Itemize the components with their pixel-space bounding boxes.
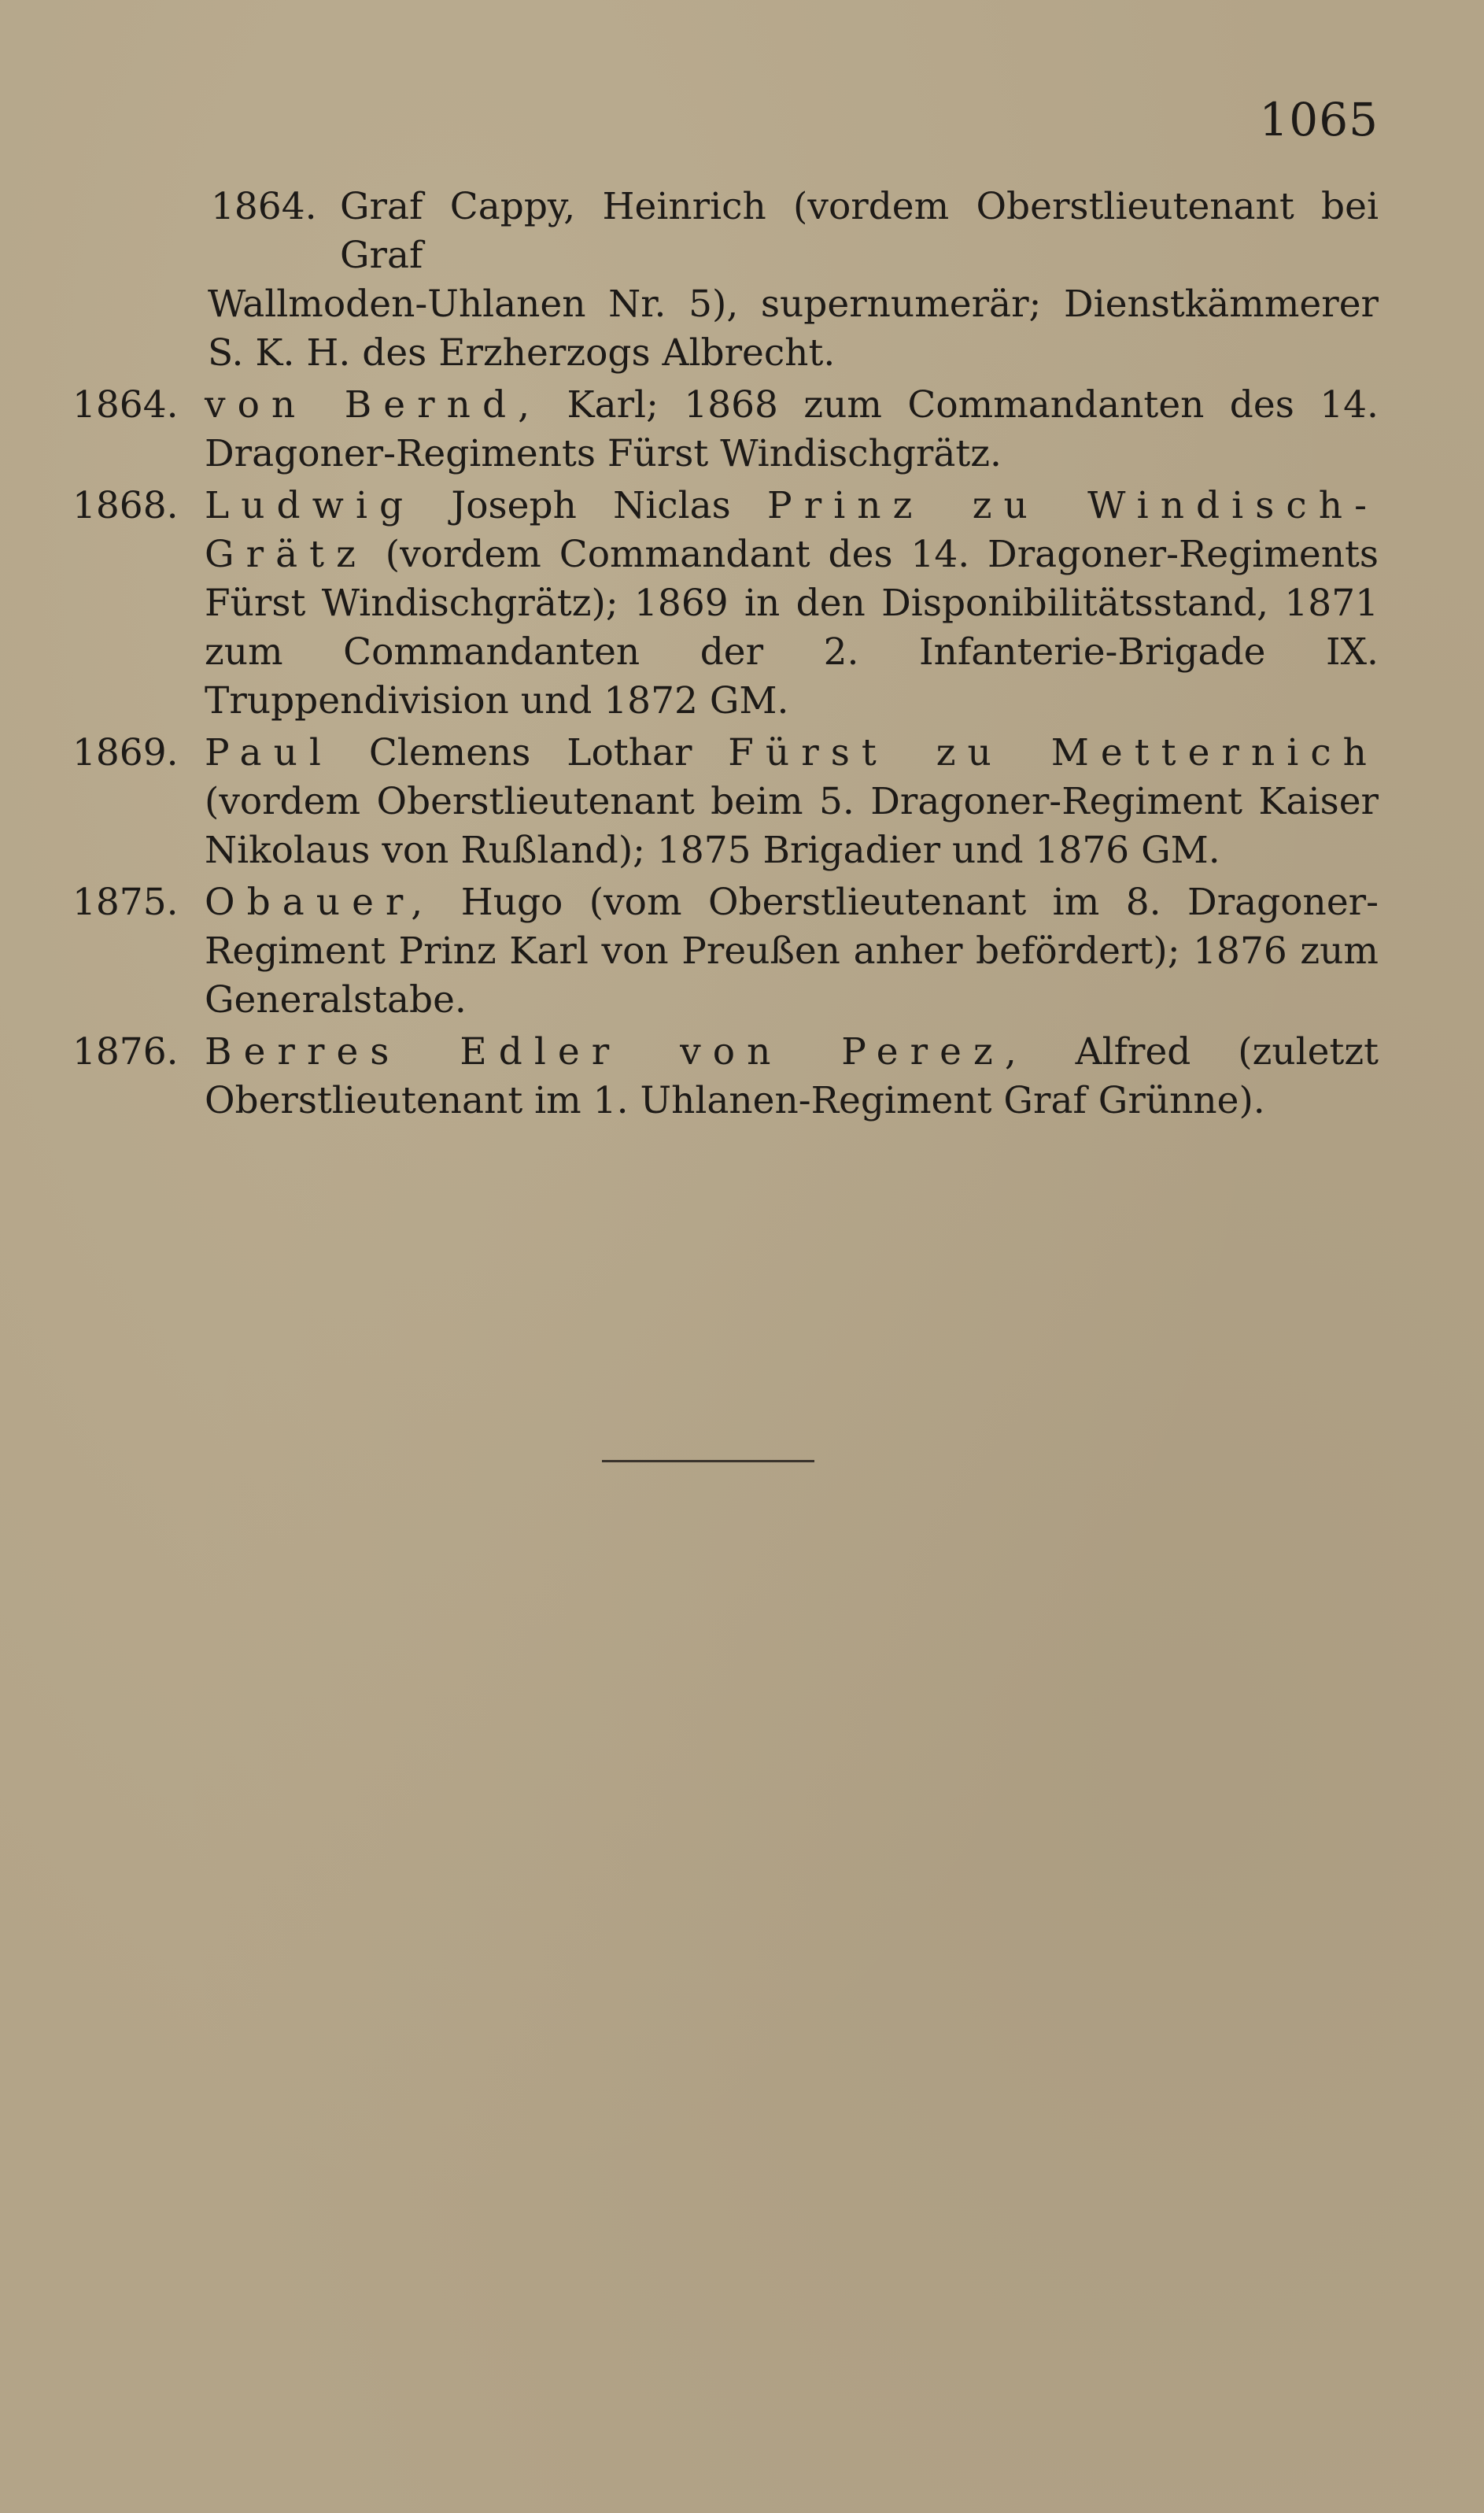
entry-name: von Bernd,: [205, 383, 542, 427]
entry-1864-bernd: [72, 381, 1379, 479]
section-end-rule: [602, 1460, 814, 1462]
entry-1875-obauer: [72, 878, 1379, 1025]
entry-text: (vordem Commandant des 14. Dragoner-Regiments Fürst Windischgrätz); 1869 in den Disponibilitätsstand, 1871 zum Commandanten der 2. Infanterie-Brigade IX. Truppendivision und 1872 GM.: [205, 533, 1379, 722]
entry-name-middle: Joseph Niclas: [415, 484, 768, 527]
entry-name-part1: Ludwig: [205, 484, 415, 527]
entry-text: Karl; 1868 zum Commandanten des 14. Dragoner-Regiments Fürst Windischgrätz.: [205, 383, 1379, 475]
entry-text-rest: Wallmoden-Uhlanen Nr. 5), supernumerär; Dienstkämmerer S. K. H. des Erzherzogs Albrecht.: [208, 283, 1379, 375]
entry-text: (vordem Oberstlieutenant beim 5. Dragoner-Regiment Kaiser Nikolaus von Rußland); 1875 Brigadier und 1876 GM.: [205, 780, 1379, 872]
entry-name: Berres Edler von Perez,: [205, 1030, 1028, 1074]
entry-year: 1869.: [72, 731, 179, 774]
entry-year: 1864.: [211, 185, 317, 228]
page-number: 1065: [1259, 93, 1379, 146]
entry-1876-berres: [72, 1028, 1379, 1125]
entry-1868-windisch-graetz: [72, 482, 1379, 726]
entry-name-part2: Prinz zu Windisch-Grätz: [205, 484, 1379, 576]
entry-name: Obauer,: [205, 881, 435, 924]
entry-name-middle: Clemens Lothar: [333, 731, 729, 774]
entry-year: 1864.: [72, 383, 179, 427]
entry-text-first: Graf Cappy, Heinrich (vordem Oberstlieutenant bei Graf: [340, 185, 1379, 277]
entry-1864-cappy: [72, 183, 1379, 378]
entry-year: 1875.: [72, 881, 179, 924]
entry-text: Hugo (vom Oberstlieutenant im 8. Dragoner-Regiment Prinz Karl von Preußen anher befördert); 1876 zum Generalstabe.: [205, 881, 1379, 1022]
entry-name-part2: Fürst zu Metternich: [728, 731, 1379, 774]
entry-year: 1868.: [72, 484, 179, 527]
entry-1869-metternich: [72, 729, 1379, 875]
entry-text: Alfred (zuletzt Oberstlieutenant im 1. Uhlanen-Regiment Graf Grünne).: [205, 1030, 1379, 1122]
entry-year: 1876.: [72, 1030, 179, 1074]
entry-list: [72, 183, 1379, 1129]
entry-name-part1: Paul: [205, 731, 333, 774]
